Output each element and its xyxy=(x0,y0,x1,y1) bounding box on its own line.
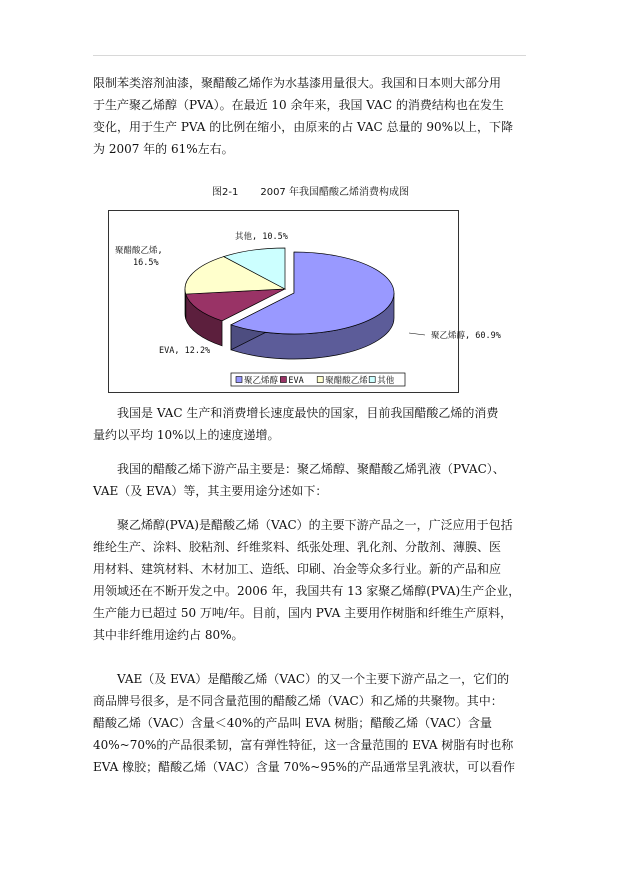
paragraph-line: 我国的醋酸乙烯下游产品主要是：聚乙烯醇、聚醋酸乙烯乳液（PVAC）、 xyxy=(93,462,505,476)
data-label-pvac-value: 16.5% xyxy=(133,258,159,268)
paragraph-line: 聚乙烯醇(PVA)是醋酸乙烯（VAC）的主要下游产品之一，广泛应用于包括 xyxy=(93,518,513,532)
intro-line: 为 2007 年的 61%左右。 xyxy=(93,142,234,156)
pie-chart-svg xyxy=(109,211,501,392)
figure-caption xyxy=(0,183,621,198)
legend-label-eva: EVA xyxy=(288,376,304,386)
figure-title: 2007 年我国醋酸乙烯消费构成图 xyxy=(260,187,409,198)
leader-line-pva xyxy=(409,333,425,335)
data-label-pva: 聚乙烯醇, 60.9% xyxy=(431,331,501,341)
pie-chart xyxy=(108,210,501,393)
paragraph-line: 其中非纤维用途约占 80%。 xyxy=(93,628,244,642)
intro-paragraph xyxy=(93,72,533,160)
paragraph-line: VAE（及 EVA）等，其主要用途分述如下： xyxy=(93,484,328,498)
intro-line: 限制苯类溶剂油漆，聚醋酸乙烯作为水基漆用量很大。我国和日本则大部分用 xyxy=(93,76,502,90)
paragraph-line: 维纶生产、涂料、胶粘剂、纤维浆料、纸张处理、乳化剂、分散剂、薄膜、医 xyxy=(93,540,502,554)
paragraph-line: 量约以平均 10%以上的速度递增。 xyxy=(93,428,280,442)
legend-swatch-other xyxy=(369,377,375,383)
paragraph-line: EVA 橡胶；醋酸乙烯（VAC）含量 70%~95%的产品通常呈乳液状，可以看作 xyxy=(93,760,516,774)
legend-label-pva: 聚乙烯醇 xyxy=(244,376,279,386)
intro-line: 于生产聚乙烯醇（PVA）。在最近 10 余年来，我国 VAC 的消费结构也在发生 xyxy=(93,98,504,112)
legend-swatch-eva xyxy=(280,377,286,383)
legend-label-other: 其他 xyxy=(377,376,395,386)
chart-legend xyxy=(231,373,405,386)
paragraph-line: 我国是 VAC 生产和消费增长速度最快的国家，目前我国醋酸乙烯的消费 xyxy=(93,406,499,420)
paragraph-pva xyxy=(93,514,533,646)
paragraph-line: 生产能力已超过 50 万吨/年。目前，国内 PVA 主要用作树脂和纤维生产原料， xyxy=(93,606,513,620)
paragraph-downstream xyxy=(93,458,533,502)
paragraph-line: 40%~70%的产品很柔韧，富有弹性特征，这一含量范围的 EVA 树脂有时也称 xyxy=(93,738,514,752)
figure-number: 图2-1 xyxy=(212,187,239,198)
paragraph-growth xyxy=(93,402,533,446)
paragraph-line: 用材料、建筑材料、木材加工、造纸、印刷、冶金等众多行业。新的产品和应 xyxy=(93,562,502,576)
intro-line: 变化，用于生产 PVA 的比例在缩小，由原来的占 VAC 总量的 90%以上，下降 xyxy=(93,120,514,134)
paragraph-line: 醋酸乙烯（VAC）含量＜40%的产品叫 EVA 树脂；醋酸乙烯（VAC）含量 xyxy=(93,716,492,730)
paragraph-line: VAE（及 EVA）是醋酸乙烯（VAC）的又一个主要下游产品之一，它们的 xyxy=(93,672,510,686)
legend-swatch-pvac xyxy=(317,377,323,383)
paragraph-vae xyxy=(93,668,533,778)
legend-swatch-pva xyxy=(236,377,242,383)
header-rule xyxy=(93,55,526,56)
data-label-eva: EVA, 12.2% xyxy=(159,346,211,356)
paragraph-line: 商品牌号很多，是不同含量范围的醋酸乙烯（VAC）和乙烯的共聚物。其中： xyxy=(93,694,503,708)
paragraph-line: 用领域还在不断开发之中。2006 年，我国共有 13 家聚乙烯醇(PVA)生产企业， xyxy=(93,584,521,598)
data-label-pvac: 聚醋酸乙烯, xyxy=(115,246,163,256)
legend-label-pvac: 聚醋酸乙烯 xyxy=(325,376,368,386)
data-label-other: 其他, 10.5% xyxy=(235,232,288,242)
